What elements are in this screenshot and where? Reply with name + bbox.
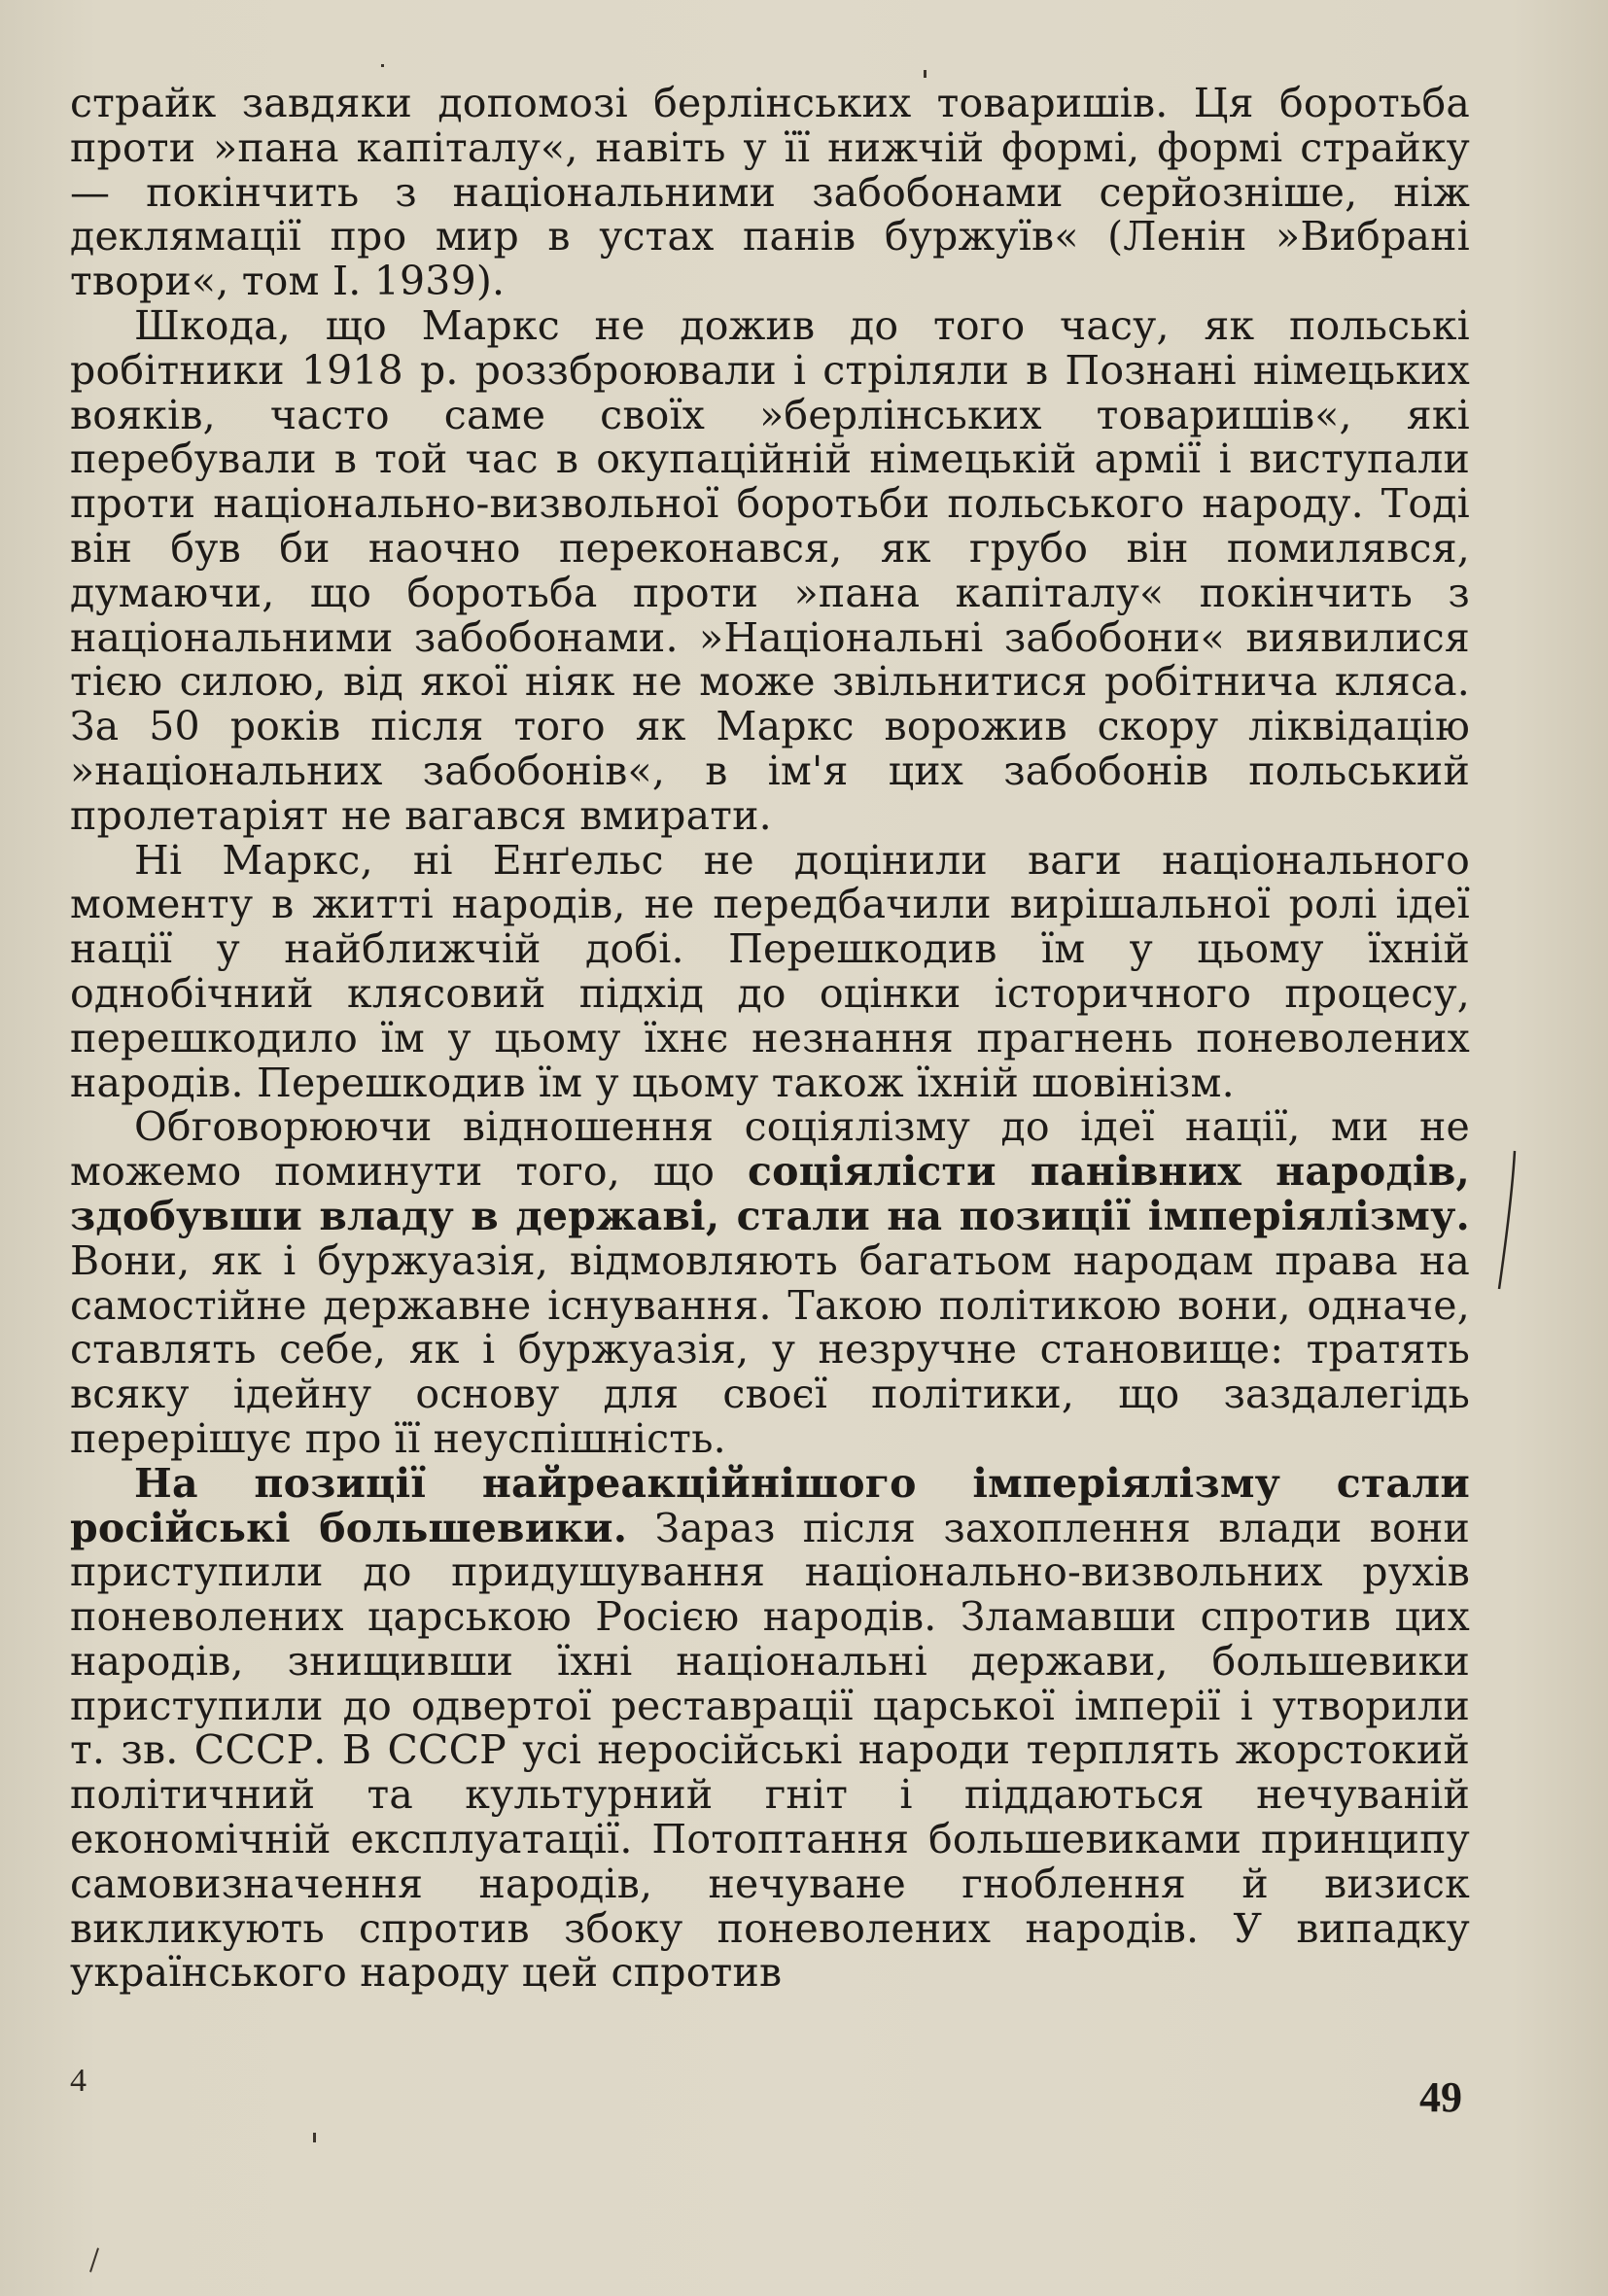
paragraph-4-text-b: Вони, як і буржуазія, відмовляють багатьом народам права на самостійне державне існування. Такою політикою вони, одначе, ставлять себе, як і буржуазія, у незручне становище: тратять всяку ідейну основу для своєї політики, що заздалегідь перерішує про її неуспішність. (70, 1236, 1470, 1462)
print-speck (381, 64, 384, 67)
margin-pencil-mark (1493, 1147, 1522, 1293)
paragraph-2-text: Шкода, що Маркс не дожив до того часу, як польські робітники 1918 р. роззброювали і стріляли в Познані німецьких вояків, часто саме своїх »берлінських товаришів«, які перебували в той час в окупаційній німецькій армії і виступали проти національно-визвольної боротьби польського народу. Тоді він був би наочно переконався, як грубо він помилявся, думаючи, що боротьба проти »пана капіталу« покінчить з національними забобонами. »Національні забобони« виявилися тією силою, від якої ніяк не може звільнитися робітнича кляса. За 50 років після того як Маркс ворожив скору ліквідацію »національних забобонів«, в ім'я цих забобонів польський пролетаріят не вагався вмирати. (70, 301, 1470, 839)
print-speck (313, 2133, 316, 2142)
print-speck (924, 70, 926, 78)
signature-mark: 4 (70, 2063, 87, 2099)
print-speck (89, 2247, 99, 2272)
paragraph-4-bold-emphasis: соціялісти панівних народів, здобувши владу в державі, стали на позиції імперіялізму. (70, 1148, 1470, 1239)
paragraph-3-text: Ні Маркс, ні Енґельс не доцінили ваги національного моменту в житті народів, не передбачили вирішальної ролі ідеї нації у найближчій добі. Перешкодив їм у цьому їхній однобічний клясовий підхід до оцінки історичного процесу, перешкодило їм у цьому їхнє незнання прагнень поневолених народів. Перешкодив їм у цьому також їхній шовінізм. (70, 836, 1470, 1106)
page-number: 49 (1419, 2073, 1462, 2121)
paragraph-2 (70, 301, 1470, 839)
paragraph-1 (70, 82, 1470, 304)
body-text (70, 82, 1470, 1996)
paragraph-5-bold-emphasis: На позиції найреакційнішого імперіялізму стали російські большевики. (70, 1459, 1470, 1551)
paragraph-3 (70, 836, 1470, 1106)
paragraph-4 (70, 1105, 1470, 1461)
paragraph-5-text: Зараз після захоплення влади вони приступили до придушування національно-визвольних рухів поневолених царською Росією народів. Зламавши спротив цих народів, знищивши їхні національні держави, большевики приступили до одвертої реставрації царської імперії і утворили т. зв. СССР. В СССР усі неросійські народи терплять жорстокий політичний та культурний гніт і піддаються нечуваній економічній експлуатації. Потоптання большевиками принципу самовизначення народів, нечуване гноблення й визиск викликують спротив збоку поневолених народів. У випадку українського народу цей спротив (70, 1504, 1470, 1997)
paragraph-4-text-a: Обговорюючи відношення соціялізму до ідеї нації, ми не можемо поминути того, що (70, 1103, 1470, 1196)
paragraph-1-text: страйк завдяки допомозі берлінських товаришів. Ця боротьба проти »пана капіталу«, навіть у її нижчій формі, формі страйку — покінчить з національними забобонами серйозніше, ніж деклямації про мир в устах панів буржуїв« (Ленін »Вибрані твори«, том I. 1939). (70, 80, 1470, 305)
paragraph-5 (70, 1459, 1470, 1997)
